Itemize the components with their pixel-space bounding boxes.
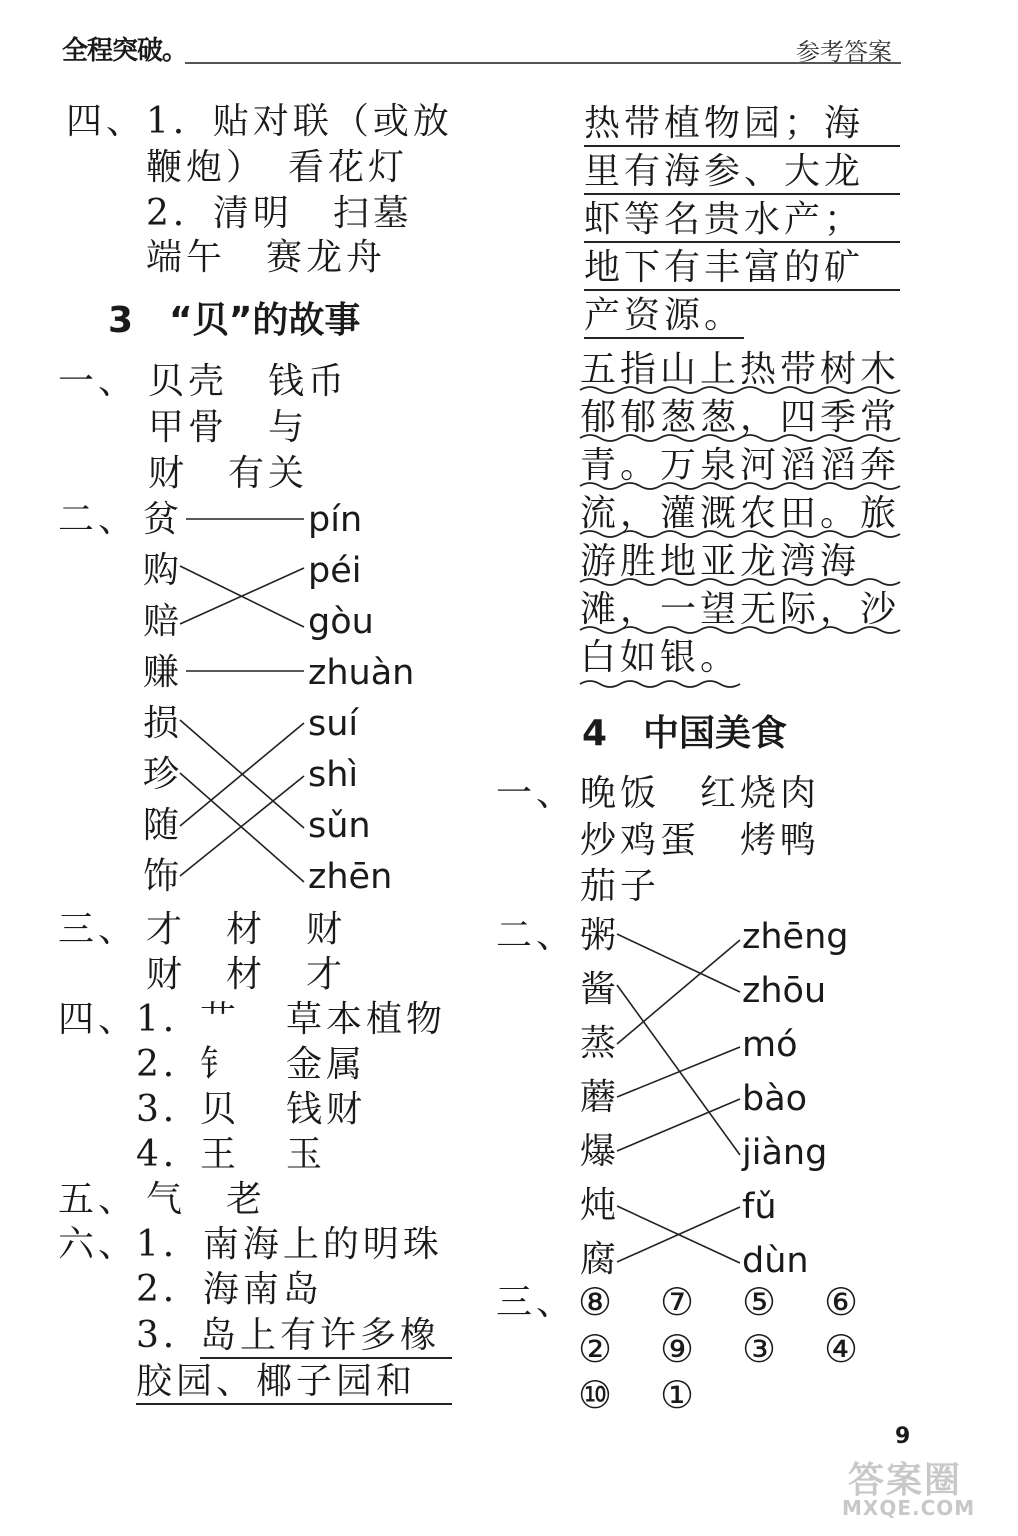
order-number: ⑤: [742, 1280, 777, 1324]
match-line: [617, 1047, 740, 1097]
q5-label: 五、: [58, 1179, 139, 1220]
match-line: [180, 776, 304, 876]
q2-pinyin: sǔn: [308, 806, 371, 846]
q2-char: 随: [143, 805, 184, 846]
unit-4-title: 4 中国美食: [582, 713, 788, 754]
q3-line2: 财 材 才: [146, 954, 347, 995]
q2-char: 赚: [143, 652, 184, 693]
r-q2-pinyin: zhōu: [742, 971, 827, 1011]
q4-item-meaning: 玉: [286, 1134, 327, 1175]
q4-item-number: 3．: [136, 1089, 203, 1130]
r-q2-char: 蒸: [580, 1023, 621, 1064]
brand-logo: 全程突破。: [62, 36, 188, 66]
q2-char: 损: [143, 703, 184, 744]
unit-3-title: 3 “贝”的故事: [108, 300, 361, 341]
q3-line1: 才 材 财: [146, 909, 347, 950]
order-number: ③: [742, 1327, 777, 1371]
wavy-underline: [580, 627, 900, 633]
q2-pinyin: zhuàn: [308, 653, 415, 693]
r-q3-label: 三、: [496, 1282, 577, 1323]
order-number: ①: [660, 1373, 695, 1417]
wavy-underline: [580, 387, 900, 393]
q2-label: 二、: [58, 499, 139, 540]
wavy-underline: [580, 579, 900, 585]
order-number: ②: [578, 1327, 613, 1371]
q4-item-radical: 贝: [200, 1089, 241, 1130]
right-p2-line: 游胜地亚龙湾海: [580, 541, 861, 582]
right-p2-line: 白如银。: [580, 637, 741, 678]
right-p2-line: 流，灌溉农田。旅: [580, 493, 901, 534]
q6-line4-underlined: 胶园、椰子园和: [136, 1364, 452, 1405]
q1-label: 一、: [58, 361, 139, 402]
page-number: 9: [895, 1424, 911, 1449]
r-q2-char: 蘑: [580, 1077, 621, 1118]
match-line: [617, 934, 740, 992]
q4-item-number: 1．: [136, 999, 203, 1040]
wavy-underline: [580, 681, 740, 687]
q1-line2: 甲骨 与: [148, 407, 309, 448]
q2-pinyin: suí: [308, 704, 359, 744]
q6-line3-underlined: 岛上有许多橡: [200, 1318, 452, 1359]
order-number: ⑩: [578, 1373, 613, 1417]
r-q2-char: 腐: [580, 1239, 621, 1280]
sec4-line3: 2．清明 扫墓: [146, 193, 413, 234]
r-q2-label: 二、: [496, 915, 577, 956]
match-line: [180, 773, 304, 882]
right-p1-line: 虾等名贵水产；: [584, 202, 900, 243]
wavy-underline: [580, 531, 900, 537]
q2-pinyin: péi: [308, 551, 362, 591]
match-line: [617, 985, 740, 1155]
r-q2-pinyin: jiàng: [742, 1133, 828, 1173]
q4-item-number: 2．: [136, 1044, 203, 1085]
q3-label: 三、: [58, 909, 139, 950]
r-q2-pinyin: dùn: [742, 1241, 809, 1281]
q2-pinyin: zhēn: [308, 857, 393, 897]
q2-char: 赔: [143, 601, 184, 642]
q6-line1: 1．南海上的明珠: [136, 1224, 443, 1265]
q4-item-meaning: 金属: [286, 1044, 367, 1085]
r-q1-line2: 炒鸡蛋 烤鸭: [580, 820, 821, 861]
q4-label: 四、: [58, 999, 139, 1040]
q4-item-radical: 钅: [200, 1044, 241, 1085]
section-4-label: 四、: [66, 101, 147, 142]
match-line: [617, 940, 740, 1044]
q6-line3-number: 3．: [136, 1315, 203, 1356]
match-line: [617, 1099, 740, 1151]
q6-label: 六、: [58, 1224, 139, 1265]
q2-char: 珍: [143, 754, 184, 795]
sec4-line1: 1．贴对联（或放: [146, 101, 453, 142]
right-p2-line: 青。万泉河滔滔奔: [580, 445, 901, 486]
q4-item-number: 4．: [136, 1134, 203, 1175]
order-number: ④: [824, 1327, 859, 1371]
right-p1-line: 产资源。: [584, 298, 744, 339]
sec4-line4: 端午 赛龙舟: [146, 237, 387, 278]
right-p1-line: 里有海参、大龙: [584, 154, 900, 195]
r-q2-pinyin: mó: [742, 1025, 798, 1065]
right-p1-line: 热带植物园；海: [584, 106, 900, 147]
r-q2-char: 酱: [580, 969, 621, 1010]
right-p2-line: 郁郁葱葱，四季常: [580, 397, 901, 438]
q4-item-radical: 王: [200, 1134, 241, 1175]
match-line: [180, 723, 304, 826]
match-line: [180, 568, 304, 624]
watermark-url: MXQE.COM: [842, 1496, 976, 1520]
q2-char: 购: [143, 550, 184, 591]
r-q2-pinyin: fǔ: [742, 1187, 777, 1227]
r-q2-char: 炖: [580, 1185, 621, 1226]
q2-char: 贫: [143, 499, 184, 540]
r-q2-pinyin: bào: [742, 1079, 808, 1119]
order-number: ⑨: [660, 1327, 695, 1371]
q6-line2: 2．海南岛: [136, 1269, 323, 1310]
q1-line1: 贝壳 钱币: [148, 361, 349, 402]
r-q1-line1: 晚饭 红烧肉: [580, 773, 821, 814]
right-p2-line: 滩，一望无际，沙: [580, 589, 901, 630]
right-p1-line: 地下有丰富的矿: [584, 250, 900, 291]
q2-char: 饰: [143, 856, 184, 897]
wavy-underline: [580, 435, 900, 441]
watermark-logo: 答案圈: [848, 1460, 963, 1501]
order-number: ⑧: [578, 1280, 613, 1324]
r-q2-pinyin: zhēng: [742, 917, 849, 957]
sec4-line2: 鞭炮） 看花灯: [146, 147, 409, 188]
q2-pinyin: pín: [308, 500, 363, 540]
r-q2-char: 粥: [580, 915, 621, 956]
wavy-underlines: [580, 387, 900, 687]
q4-item-meaning: 草本植物: [286, 999, 447, 1040]
order-number: ⑥: [824, 1280, 859, 1324]
q4-item-meaning: 钱财: [286, 1089, 367, 1130]
q4-item-radical: 艹: [200, 999, 241, 1040]
q2-pinyin: gòu: [308, 602, 374, 642]
r-q1-label: 一、: [496, 773, 577, 814]
right-p2-line: 五指山上热带树木: [580, 349, 901, 390]
order-number: ⑦: [660, 1280, 695, 1324]
wavy-underline: [580, 483, 900, 489]
r-q2-char: 爆: [580, 1131, 621, 1172]
header-title: 参考答案: [796, 38, 892, 66]
q1-line3: 财 有关: [148, 453, 309, 494]
q5-line1: 气 老: [146, 1179, 267, 1220]
r-q1-line3: 茄子: [580, 866, 661, 907]
q2-pinyin: shì: [308, 755, 359, 795]
